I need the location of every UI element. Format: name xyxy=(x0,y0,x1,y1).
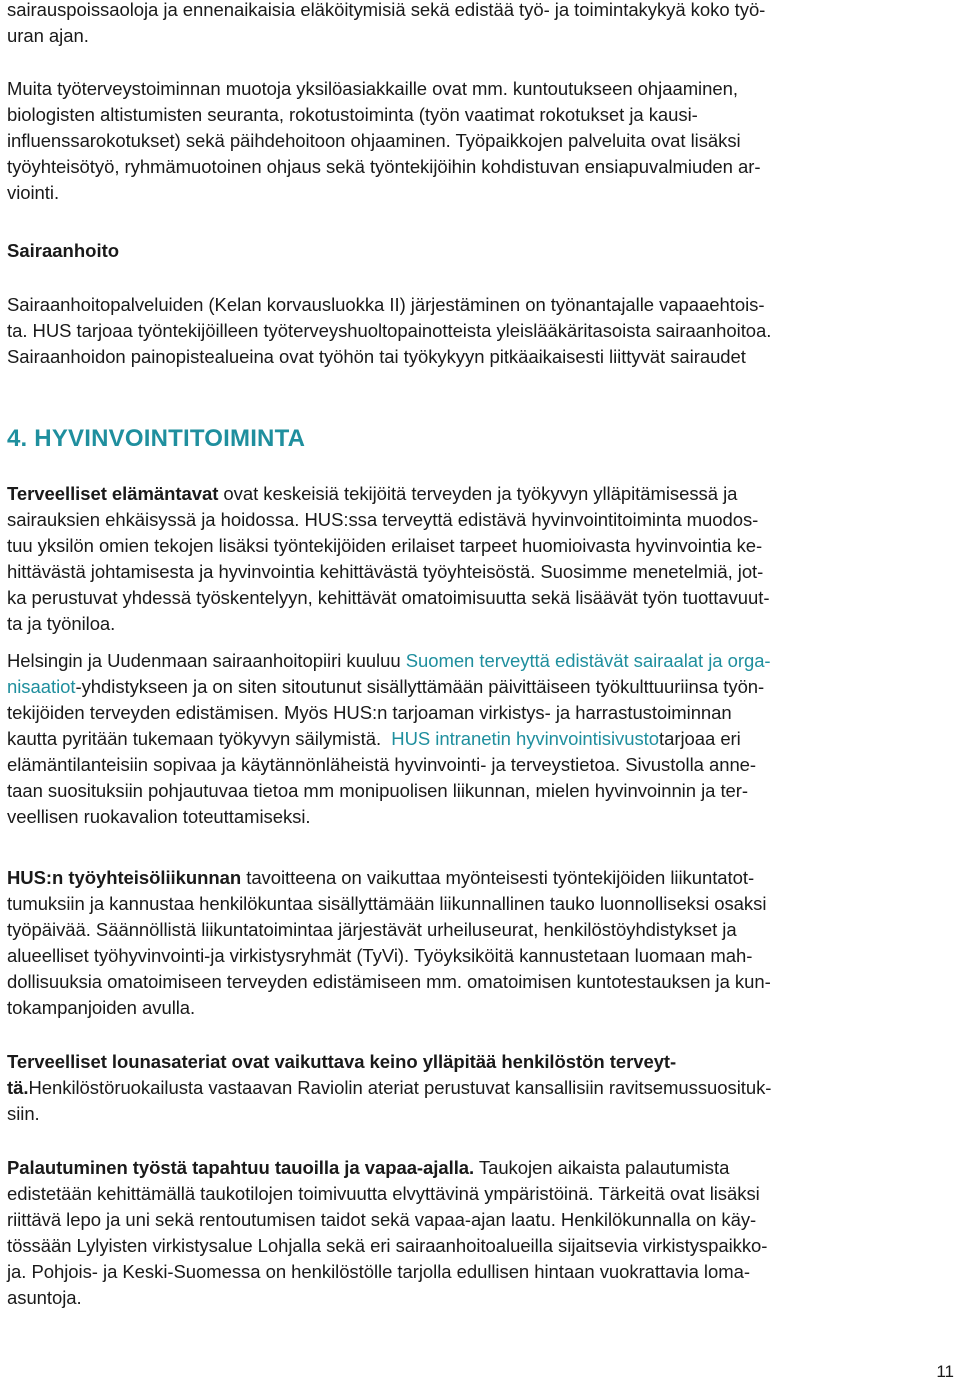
text-line: Terveelliset lounasateriat ovat vaikuttava keino ylläpitää henkilöstön terveyt- xyxy=(7,1051,677,1072)
text-line: alueelliset työhyvinvointi-ja virkistysryhmät (TyVi). Työyksiköitä kannustetaan luomaan mah- xyxy=(7,945,753,966)
link-terveytta-edistavat-sairaalat[interactable]: Suomen terveyttä edistävät sairaalat ja orga- xyxy=(405,650,771,671)
bold-term: tä. xyxy=(7,1077,29,1098)
text-line: riittävä lepo ja uni sekä rentoutumisen taidot sekä vapaa-ajan laatu. Henkilökunnalla on käy- xyxy=(7,1209,757,1230)
text-line: ta ja työniloa. xyxy=(7,613,116,634)
section-heading-hyvinvointitoiminta: 4. HYVINVOINTITOIMINTA xyxy=(7,425,306,452)
link-terveytta-edistavat-sairaalat-cont[interactable]: nisaatiot xyxy=(7,676,76,697)
text-line: tokampanjoiden avulla. xyxy=(7,997,196,1018)
text-line: influenssarokotukset) sekä päihdehoitoon ohjaaminen. Työpaikkojen palveluita ovat lisäksi xyxy=(7,130,741,151)
text-run: -yhdistykseen ja on siten sitoutunut sisällyttämään päivittäiseen työkulttuuriinsa työn- xyxy=(75,676,765,697)
text-line: viointi. xyxy=(7,182,60,203)
text-line xyxy=(7,648,771,674)
paragraph-lounasateriat xyxy=(7,1049,771,1127)
text-line: sairauksien ehkäisyssä ja hoidossa. HUS:ssa terveyttä edistävä hyvinvointitoiminta muodos- xyxy=(7,509,759,530)
text-run: ovat keskeisiä tekijöitä terveyden ja työkyvyn ylläpitämisessä ja xyxy=(218,483,738,504)
text-run: Helsingin ja Uudenmaan sairaanhoitopiiri kuuluu xyxy=(7,650,406,671)
text-line: ka perustuvat yhdessä työskentelyyn, kehittävät omatoimisuutta sekä lisäävät työn tuottavuut- xyxy=(7,587,770,608)
text-line xyxy=(7,865,771,891)
text-line: työyhteisötyö, ryhmämuotoinen ohjaus sekä työntekijöihin kohdistuvan ensiapuvalmiuden ar- xyxy=(7,156,761,177)
bold-term: HUS:n työyhteisöliikunnan xyxy=(7,867,242,888)
paragraph-palautuminen xyxy=(7,1155,767,1311)
text-line xyxy=(7,726,771,752)
text-run: tavoitteena on vaikuttaa myönteisesti työntekijöiden liikuntatot- xyxy=(241,867,755,888)
text-line: tekijöiden terveyden edistämisen. Myös HUS:n tarjoaman virkistys- ja harrastustoiminnan xyxy=(7,702,732,723)
paragraph-terveelliset-elamantavat xyxy=(7,481,769,637)
heading-sairaanhoito: Sairaanhoito xyxy=(7,240,120,261)
paragraph-other-forms xyxy=(7,76,760,206)
text-line: ta. HUS tarjoaa työntekijöilleen työterveyshuoltopainotteista yleislääkäritasoista sairaanhoitoa. xyxy=(7,320,772,341)
page-number: 11 xyxy=(936,1362,954,1381)
text-line: Muita työterveystoiminnan muotoja yksilöasiakkaille ovat mm. kuntoutukseen ohjaaminen, xyxy=(7,78,738,99)
text-line: veellisen ruokavalion toteuttamiseksi. xyxy=(7,806,311,827)
text-line: siin. xyxy=(7,1103,40,1124)
text-run: kautta pyritään tukemaan työkyvyn säilymistä. xyxy=(7,728,392,749)
text-line: Sairaanhoitopalveluiden (Kelan korvausluokka II) järjestäminen on työnantajalle vapaaehtois- xyxy=(7,294,765,315)
paragraph-hus-network xyxy=(7,648,771,830)
text-line: hittävästä johtamisesta ja hyvinvointia kehittävästä työyhteisöstä. Suosimme menetelmiä, jot- xyxy=(7,561,764,582)
text-line: uran ajan. xyxy=(7,25,89,46)
text-line: biologisten altistumisten seuranta, rokotustoiminta (työn vaatimat rokotukset ja kausi- xyxy=(7,104,698,125)
text-line: dollisuuksia omatoimiseen terveyden edistämiseen mm. omatoimisen kuntotestauksen ja kun- xyxy=(7,971,771,992)
text-line: tössään Lylyisten virkistysalue Lohjalla sekä eri sairaanhoitoalueilla sijaitsevia virkistyspaikko- xyxy=(7,1235,768,1256)
bold-term: Terveelliset elämäntavat xyxy=(7,483,219,504)
text-run: Henkilöstöruokailusta vastaavan Raviolin ateriat perustuvat kansallisiin ravitsemussuosituk- xyxy=(28,1077,772,1098)
text-line: sairauspoissaoloja ja ennenaikaisia eläköitymisiä sekä edistää työ- ja toimintakykyä koko työ- xyxy=(7,0,766,20)
text-line: ja. Pohjois- ja Keski-Suomessa on henkilöstölle tarjolla edullisen hintaan vuokrattavia loma- xyxy=(7,1261,750,1282)
paragraph-tyoyhteisoliikunta xyxy=(7,865,771,1021)
text-run: Taukojen aikaista palautumista xyxy=(474,1157,730,1178)
paragraph-sairaanhoito xyxy=(7,292,771,370)
text-line: tumuksiin ja kannustaa henkilökuntaa sisällyttämään liikunnallinen tauko luonnolliseksi osaksi xyxy=(7,893,767,914)
text-line: elämäntilanteisiin sopivaa ja käytännönläheistä hyvinvointi- ja terveystietoa. Sivustolla anne- xyxy=(7,754,757,775)
text-line: asuntoja. xyxy=(7,1287,82,1308)
text-line xyxy=(7,481,769,507)
text-line xyxy=(7,1075,771,1101)
text-line: edistetään kehittämällä taukotilojen toimivuutta elvyttävinä ympäristöinä. Tärkeitä ovat lisäksi xyxy=(7,1183,760,1204)
text-line xyxy=(7,1155,767,1181)
text-line: taan suosituksiin pohjautuvaa tietoa mm monipuolisen liikunnan, mielen hyvinvoinnin ja ter- xyxy=(7,780,749,801)
bold-term: Palautuminen työstä tapahtuu tauoilla ja vapaa-ajalla. xyxy=(7,1157,475,1178)
text-line xyxy=(7,674,771,700)
text-run: tarjoaa eri xyxy=(659,728,741,749)
paragraph-intro xyxy=(7,0,765,49)
link-hus-intranet-hyvinvointisivusto[interactable]: HUS intranetin hyvinvointisivusto xyxy=(391,728,660,749)
text-line: työpäivää. Säännöllistä liikuntatoimintaa järjestävät urheiluseurat, henkilöstöyhdistykset ja xyxy=(7,919,737,940)
text-line: tuu yksilön omien tekojen lisäksi työntekijöiden erilaiset tarpeet huomioivasta hyvinvointia ke- xyxy=(7,535,763,556)
text-line: Sairaanhoidon painopistealueina ovat työhön tai työkykyyn pitkäaikaisesti liittyvät sairaudet xyxy=(7,346,746,367)
